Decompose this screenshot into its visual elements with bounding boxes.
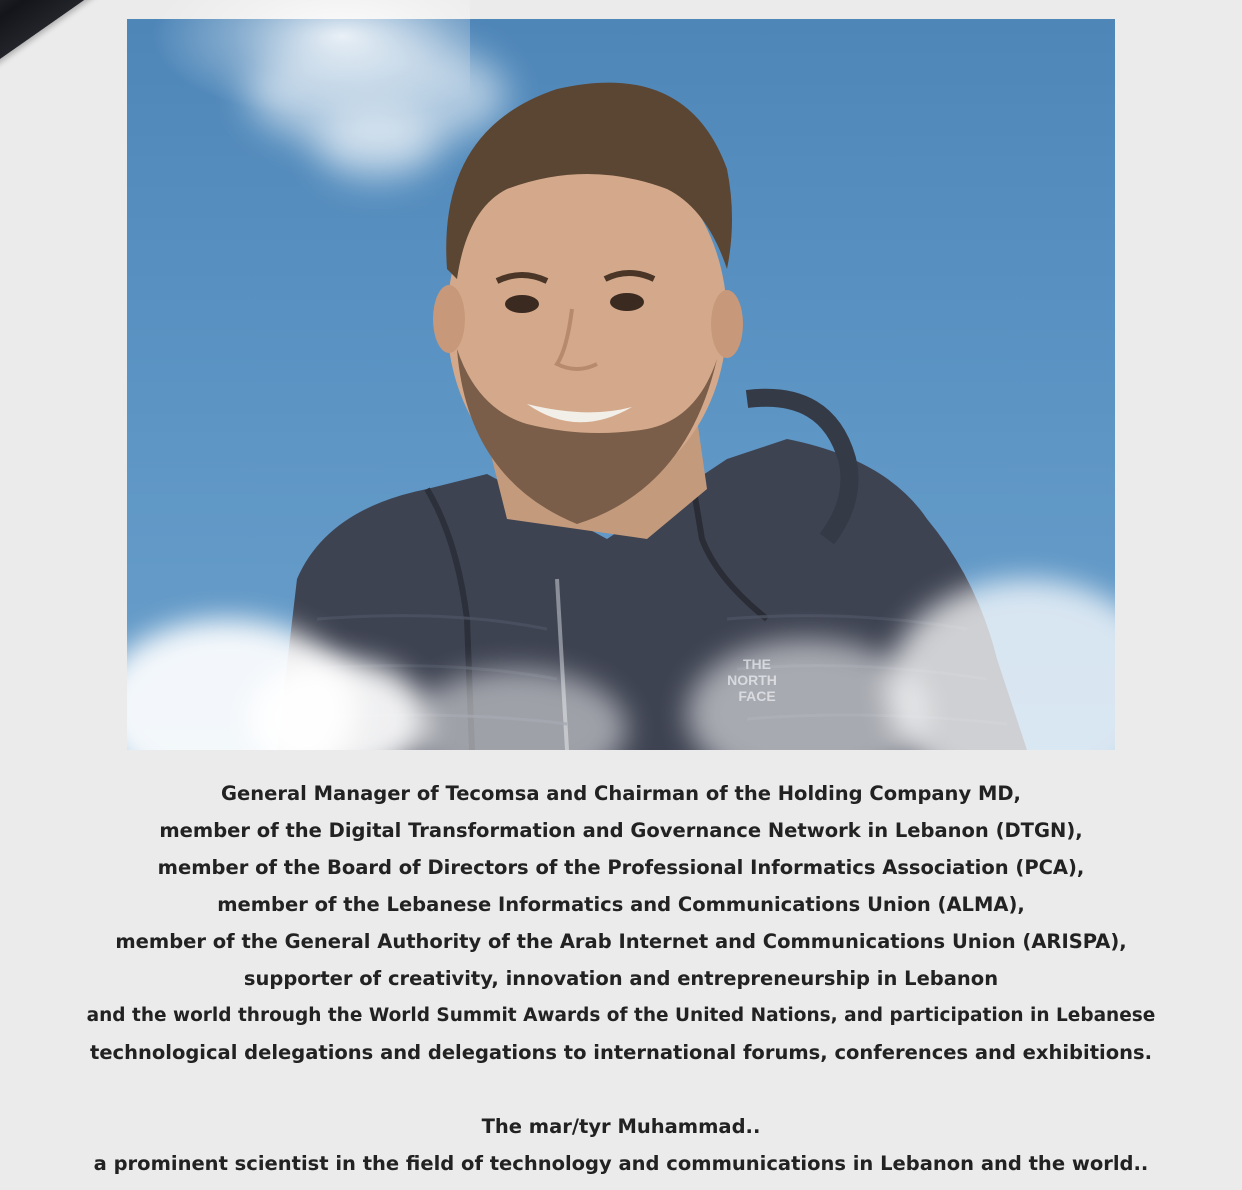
bio-line: member of the General Authority of the Arab Internet and Communications Union (ARISPA), <box>115 930 1127 953</box>
bio-line: General Manager of Tecomsa and Chairman of the Holding Company MD, <box>221 782 1021 805</box>
tribute-line: a prominent scientist in the field of technology and communications in Lebanon and the world.. <box>93 1152 1149 1175</box>
bio-line: supporter of creativity, innovation and entrepreneurship in Lebanon <box>243 967 999 990</box>
bio-line: technological delegations and delegations to international forums, conferences and exhibitions. <box>90 1041 1152 1064</box>
bio-line: member of the Digital Transformation and Governance Network in Lebanon (DTGN), <box>159 819 1083 842</box>
bio-line: member of the Board of Directors of the Professional Informatics Association (PCA), <box>157 856 1085 879</box>
memorial-caption <box>0 775 1242 1182</box>
bio-line: member of the Lebanese Informatics and Communications Union (ALMA), <box>217 893 1025 916</box>
tribute-line: The mar/tyr Muhammad.. <box>481 1115 761 1138</box>
ribbon-smoke <box>150 0 470 120</box>
caption-spacer <box>0 1071 1242 1108</box>
bio-line: and the world through the World Summit Awards of the United Nations, and participation in Lebanese <box>86 1005 1156 1026</box>
portrait-photo <box>127 19 1115 750</box>
